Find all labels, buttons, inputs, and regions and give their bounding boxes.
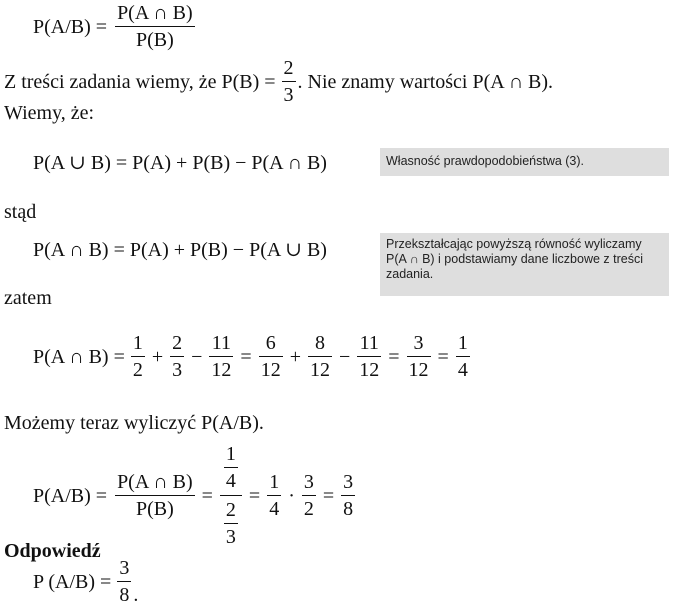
answer-lhs: P (A/B) =: [33, 570, 112, 593]
note-probability-property: Własność prawdopodobieństwa (3).: [380, 148, 669, 176]
note-transformation: Przekształcając powyższą równość wyliczamy P(A ∩ B) i podstawiamy dane liczbowe z treści zadania.: [380, 233, 669, 296]
compound-bottom-num: 2: [225, 499, 236, 521]
final-equation: [33, 444, 357, 547]
answer-numerator: 3: [119, 557, 130, 579]
calc-operator: +: [289, 345, 301, 368]
definition-lhs: P(A/B) =: [33, 15, 108, 38]
calc-f3-numerator: 11: [211, 332, 232, 354]
calc-f4-numerator: 6: [265, 332, 276, 354]
calc-f7-numerator: 3: [413, 332, 424, 354]
calc-fraction-5: [308, 333, 332, 380]
compound-top-den: 4: [224, 467, 238, 491]
compound-denominator: [220, 495, 242, 547]
compound-numerator: [220, 444, 242, 495]
calc-f8-numerator: 1: [457, 332, 468, 354]
calc-f5-denominator: 12: [308, 356, 332, 380]
final-equals: =: [201, 484, 213, 507]
given-numerator: 2: [283, 57, 294, 79]
calc-f1-numerator: 1: [132, 332, 143, 354]
final-denominator: P(B): [115, 495, 195, 519]
definition-denominator: P(B): [115, 26, 195, 50]
given-text-before: Z treści zadania wiemy, że P(B) =: [4, 70, 276, 93]
definition-equation: [33, 3, 197, 50]
given-text-after: . Nie znamy wartości P(A ∩ B).: [297, 70, 554, 93]
mult-f1-den: 4: [267, 495, 281, 519]
given-sentence: [4, 58, 553, 105]
calc-operator: =: [240, 345, 252, 368]
wiemy-line: Wiemy, że:: [4, 102, 95, 124]
mult-f2-num: 3: [303, 471, 314, 493]
stad-line: stąd: [4, 201, 37, 223]
calc-fraction-8: [456, 333, 470, 380]
final-lhs: P(A/B) =: [33, 484, 108, 507]
definition-numerator: P(A ∩ B): [117, 2, 193, 24]
multiplication-dot: ·: [288, 484, 295, 507]
calc-fraction-6: [357, 333, 381, 380]
calc-f6-denominator: 12: [357, 356, 381, 380]
intersection-equation: P(A ∩ B) = P(A) + P(B) − P(A ∪ B): [33, 239, 327, 261]
result-num: 3: [343, 471, 354, 493]
calc-operator: +: [151, 345, 164, 368]
calc-f2-denominator: 3: [170, 356, 184, 380]
compound-top-fraction: [224, 444, 238, 491]
mozemy-line: Możemy teraz wyliczyć P(A/B).: [4, 412, 264, 434]
calc-operator: −: [191, 345, 203, 368]
mult-fraction-1: [267, 472, 281, 519]
answer-period: .: [133, 584, 139, 606]
final-equals: =: [322, 484, 335, 507]
calc-operator: =: [437, 345, 449, 368]
final-fraction: [115, 472, 195, 519]
answer-label: Odpowiedź: [4, 540, 101, 562]
union-equation: P(A ∪ B) = P(A) + P(B) − P(A ∩ B): [33, 152, 327, 174]
calc-lhs: P(A ∩ B) =: [33, 345, 125, 368]
calc-fraction-4: [259, 333, 283, 380]
result-fraction: [341, 472, 355, 519]
compound-bottom-fraction: [224, 500, 238, 547]
given-denominator: 3: [282, 81, 296, 105]
calc-f7-denominator: 12: [407, 356, 431, 380]
definition-fraction: [115, 3, 195, 50]
given-fraction: [282, 58, 296, 105]
mult-f2-den: 2: [302, 495, 316, 519]
calc-fraction-2: [170, 333, 184, 380]
mult-f1-num: 1: [269, 471, 280, 493]
calc-operator: =: [388, 345, 400, 368]
mult-fraction-2: [302, 472, 316, 519]
calc-fraction-7: [407, 333, 431, 380]
final-equals: =: [248, 484, 261, 507]
calc-f4-denominator: 12: [259, 356, 283, 380]
compound-bottom-den: 3: [224, 523, 238, 547]
calc-f5-numerator: 8: [314, 332, 325, 354]
compound-fraction: [220, 444, 242, 547]
calc-fraction-3: [209, 333, 233, 380]
calc-fraction-1: [131, 333, 145, 380]
result-den: 8: [341, 495, 355, 519]
final-numerator: P(A ∩ B): [117, 471, 193, 493]
calc-f1-denominator: 2: [131, 356, 145, 380]
calc-operator: −: [338, 345, 351, 368]
compound-top-num: 1: [225, 443, 236, 465]
calc-f6-numerator: 11: [359, 332, 379, 354]
answer-fraction: [117, 558, 131, 605]
answer-denominator: 8: [117, 581, 131, 605]
zatem-line: zatem: [4, 287, 52, 309]
calculation-equation: [33, 333, 472, 380]
answer-equation: [33, 558, 138, 605]
calc-f3-denominator: 12: [209, 356, 233, 380]
calc-f2-numerator: 2: [172, 332, 183, 354]
calc-f8-denominator: 4: [456, 356, 470, 380]
